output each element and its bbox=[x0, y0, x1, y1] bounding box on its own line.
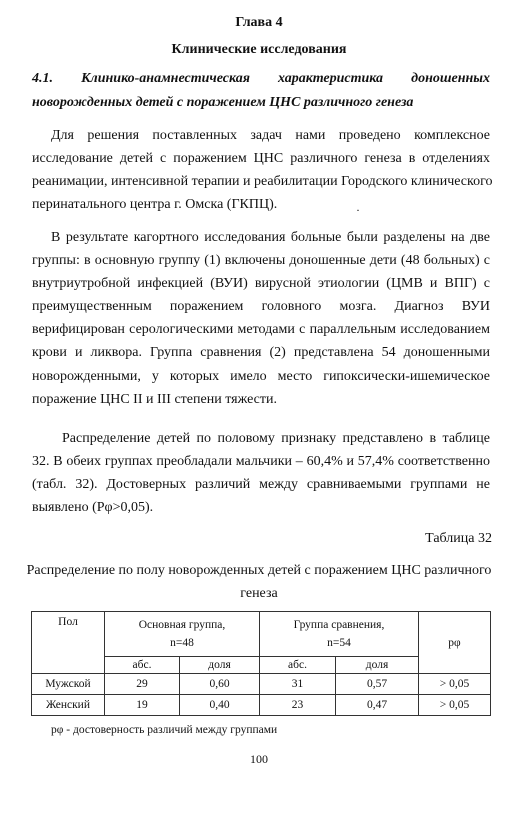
paragraph-3-line-4: выявлено (Pφ>0,05). bbox=[32, 500, 154, 515]
section-title: Клинические исследования bbox=[171, 42, 347, 57]
paragraph-3-line-2: 32. В обеих группах преобладали мальчики – 60,4% и 57,4% соответственно bbox=[32, 454, 490, 469]
paragraph-2-line-1: В результате кагортного исследования больные были разделены на две bbox=[51, 230, 490, 245]
main-group-n: n=48 bbox=[170, 637, 194, 649]
paragraph-2-line-4: преимущественным поражением головного мозга. Диагноз ВУИ bbox=[32, 299, 490, 314]
header-share-main: доля bbox=[180, 657, 260, 674]
cell-abs-main: 29 bbox=[105, 674, 180, 695]
table-footnote: pφ - достоверность различий между группами bbox=[51, 724, 278, 736]
header-share-comparison: доля bbox=[336, 657, 419, 674]
paragraph-1-line-1: Для решения поставленных задач нами проведено комплексное bbox=[51, 128, 490, 143]
paragraph-1-line-3: реанимации, интенсивной терапии и реабилитации Городского клинического bbox=[32, 174, 493, 189]
table-number: Таблица 32 bbox=[425, 531, 492, 546]
header-p: pφ bbox=[419, 612, 491, 674]
cell-share-main: 0,40 bbox=[180, 695, 260, 716]
table-row bbox=[32, 674, 491, 695]
sex-distribution-table bbox=[31, 611, 491, 716]
header-comparison-group bbox=[260, 612, 419, 657]
comparison-group-label: Группа сравнения, bbox=[293, 619, 385, 631]
table-row bbox=[32, 695, 491, 716]
header-sex: Пол bbox=[32, 612, 105, 674]
cell-share-main: 0,60 bbox=[180, 674, 260, 695]
header-abs-main: абс. bbox=[105, 657, 180, 674]
table-caption: Распределение по полу новорожденных детей с поражением ЦНС различного bbox=[26, 563, 492, 578]
paragraph-1-line-2: исследование детей с поражением ЦНС различного генеза в отделениях bbox=[32, 151, 490, 166]
paragraph-2-line-7: новорожденными, у которых имело место гипоксически-ишемическое bbox=[32, 369, 490, 384]
comparison-group-n: n=54 bbox=[327, 637, 351, 649]
stray-mark: · bbox=[356, 203, 360, 217]
paragraph-2-line-8: поражение ЦНС II и III степени тяжести. bbox=[32, 392, 277, 407]
table-caption-line-2: генеза bbox=[240, 586, 278, 601]
paragraph-2-line-5: верифицирован серологическими методами с параллельным исследованием bbox=[32, 322, 490, 337]
subheading-line-2: новорожденных детей с поражением ЦНС различного генеза bbox=[32, 95, 414, 110]
paragraph-2-line-2: группы: в основную группу (1) включены доношенные дети (48 больных) с bbox=[32, 253, 490, 268]
header-main-group bbox=[105, 612, 260, 657]
subheading-word-3: доношенных bbox=[411, 71, 490, 86]
paragraph-3-line-1: Распределение детей по половому признаку представлено в таблице bbox=[62, 431, 490, 446]
cell-p: > 0,05 bbox=[419, 695, 491, 716]
paragraph-1-line-4: перинатального центра г. Омска (ГКПЦ). bbox=[32, 197, 278, 212]
main-group-label: Основная группа, bbox=[138, 619, 226, 631]
subheading-word-2: характеристика bbox=[277, 71, 384, 86]
cell-p: > 0,05 bbox=[419, 674, 491, 695]
cell-abs-comparison: 31 bbox=[260, 674, 336, 695]
page-number: 100 bbox=[250, 752, 268, 766]
chapter-heading: Глава 4 bbox=[235, 15, 283, 30]
cell-sex: Женский bbox=[32, 695, 105, 716]
subheading-number: 4.1. bbox=[32, 71, 53, 86]
cell-share-comparison: 0,47 bbox=[336, 695, 419, 716]
cell-abs-comparison: 23 bbox=[260, 695, 336, 716]
subheading-line-1 bbox=[32, 71, 490, 87]
table-header-row bbox=[32, 612, 491, 657]
cell-abs-main: 19 bbox=[105, 695, 180, 716]
paragraph-3-line-3: (табл. 32). Достоверных различий между сравниваемыми группами не bbox=[32, 477, 490, 492]
paragraph-2-line-3: внутриутробной инфекцией (ВУИ) вирусной этиологии (ЦМВ и ВПГ) с bbox=[32, 276, 490, 291]
cell-sex: Мужской bbox=[32, 674, 105, 695]
cell-share-comparison: 0,57 bbox=[336, 674, 419, 695]
paragraph-2-line-6: крови и ликвора. Группа сравнения (2) представлена 54 доношенными bbox=[32, 345, 490, 360]
header-abs-comparison: абс. bbox=[260, 657, 336, 674]
subheading-word-1: Клинико-анамнестическая bbox=[81, 71, 250, 86]
